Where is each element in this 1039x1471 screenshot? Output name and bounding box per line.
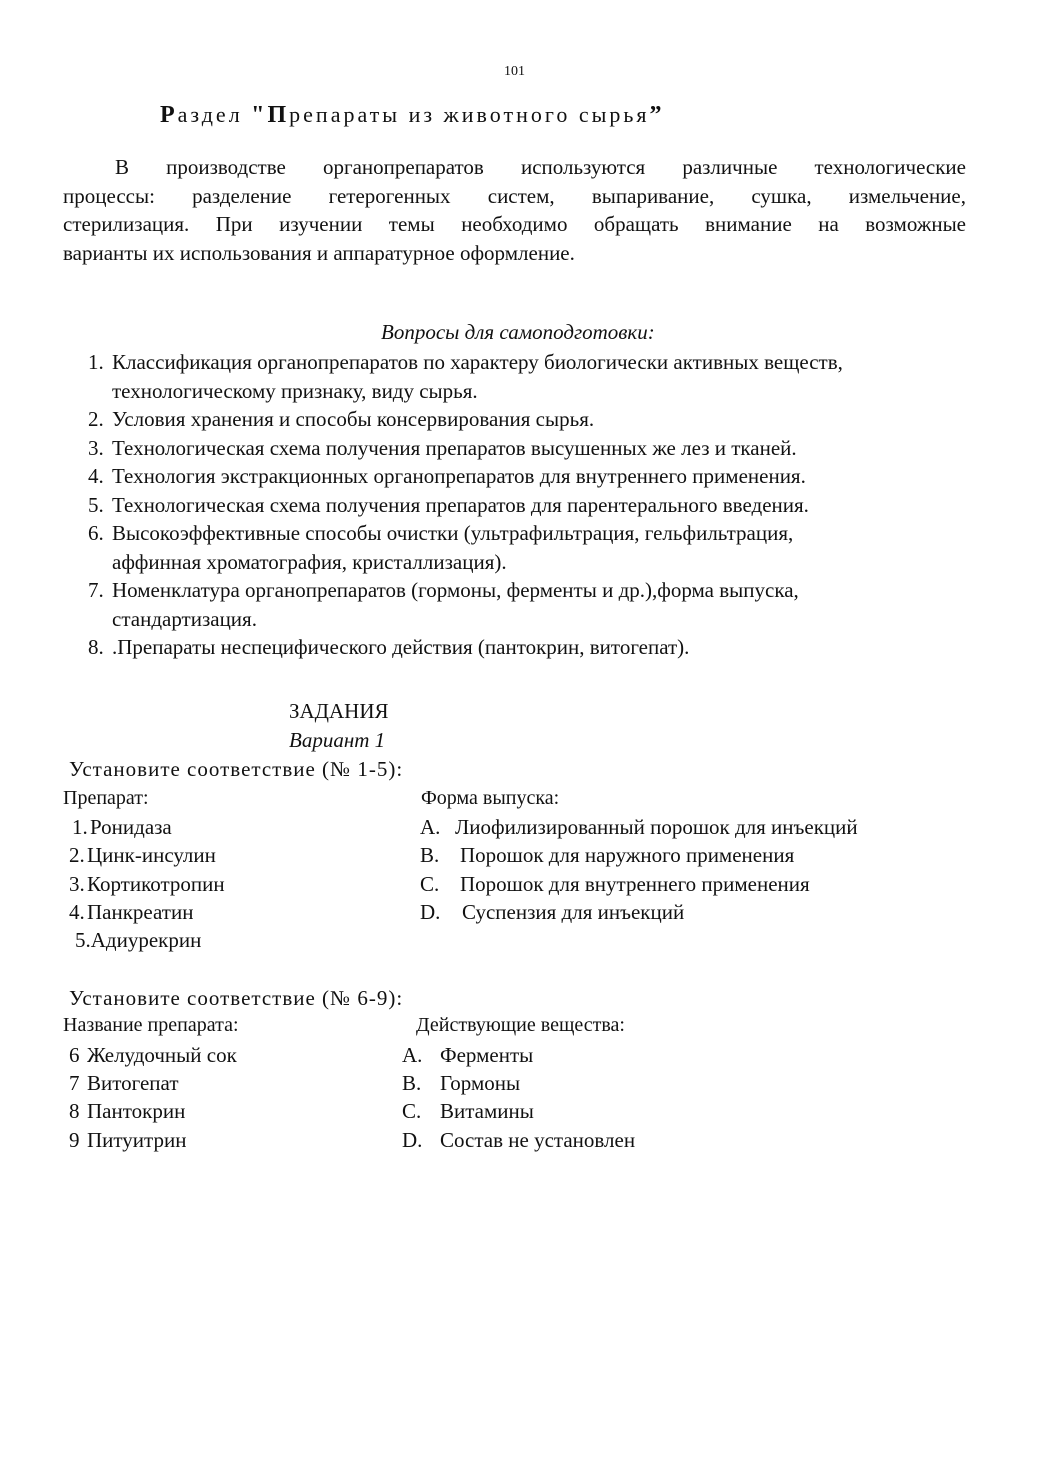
item-number: 7 bbox=[69, 1071, 80, 1095]
item-text: Цинк-инсулин bbox=[87, 843, 216, 867]
question-text: Классификация органопрепаратов по характеру биологически активных веществ, bbox=[112, 350, 843, 374]
question-number: 8. bbox=[88, 635, 104, 659]
page-number: 101 bbox=[504, 64, 525, 79]
match-1-intro: Установите соответствие (№ 1-5): bbox=[69, 757, 404, 781]
question-item bbox=[0, 519, 1039, 576]
item-text: Ферменты bbox=[440, 1043, 534, 1067]
question-text-cont: технологическому признаку, виду сырья. bbox=[112, 378, 478, 403]
item-text: Питуитрин bbox=[87, 1128, 187, 1152]
item-number: 1. bbox=[72, 815, 88, 839]
title-close-quote: ” bbox=[649, 102, 665, 128]
match-1-left-item bbox=[69, 898, 193, 926]
intro-line-3: стерилизация. При изучении темы необходимо обращать внимание на возможные bbox=[63, 212, 966, 236]
questions-list bbox=[0, 348, 1039, 662]
tasks-heading: ЗАДАНИЯ bbox=[289, 699, 389, 723]
title-cap-1: Р bbox=[160, 102, 178, 128]
match-1-left-header: Препарат: bbox=[63, 787, 149, 809]
title-cap-2: "П bbox=[251, 102, 290, 128]
match-2-right-item bbox=[402, 1126, 635, 1154]
question-text: Технологическая схема получения препаратов для парентерального введения. bbox=[112, 492, 809, 517]
match-2-intro: Установите соответствие (№ 6-9): bbox=[69, 986, 404, 1010]
question-item bbox=[0, 348, 1039, 405]
match-1-right-header: Форма выпуска: bbox=[421, 787, 560, 809]
question-text-cont: аффинная хроматография, кристаллизация). bbox=[112, 549, 507, 574]
title-part-1: аздел bbox=[177, 102, 252, 127]
question-number: 6. bbox=[88, 521, 104, 545]
question-item bbox=[0, 405, 1039, 434]
intro-paragraph bbox=[63, 153, 966, 267]
match-2-left-item bbox=[69, 1069, 179, 1097]
item-letter: B. bbox=[402, 1071, 422, 1095]
question-number: 7. bbox=[88, 578, 104, 602]
item-text: Суспензия для инъекций bbox=[462, 900, 685, 924]
questions-heading: Вопросы для самоподготовки: bbox=[381, 320, 655, 344]
question-item bbox=[0, 462, 1039, 491]
question-text: Условия хранения и способы консервирования сырья. bbox=[112, 407, 595, 431]
question-number: 3. bbox=[88, 435, 104, 460]
item-text: Гормоны bbox=[440, 1071, 521, 1095]
item-letter: A. bbox=[420, 815, 441, 839]
match-2-right-item bbox=[402, 1069, 520, 1097]
match-2-left-item bbox=[69, 1097, 185, 1125]
question-text: Высокоэффективные способы очистки (ультрафильтрация, гельфильтрация, bbox=[112, 521, 794, 545]
section-title bbox=[160, 102, 665, 129]
item-number: 4. bbox=[69, 900, 85, 924]
match-2-left-header: Название препарата: bbox=[63, 1014, 239, 1036]
match-1-right-item bbox=[420, 898, 684, 926]
item-text: Состав не установлен bbox=[440, 1128, 636, 1152]
question-item bbox=[0, 434, 1039, 463]
item-text: Желудочный сок bbox=[87, 1043, 237, 1067]
item-number: 5. bbox=[75, 928, 91, 952]
item-number: 9 bbox=[69, 1128, 80, 1152]
intro-line-1: В производстве органопрепаратов используются различные технологические bbox=[115, 155, 966, 179]
item-text: Пантокрин bbox=[87, 1099, 186, 1123]
match-1-right-item bbox=[420, 813, 858, 841]
item-letter: C. bbox=[420, 872, 440, 896]
question-text: .Препараты неспецифического действия (пантокрин, витогепат). bbox=[112, 635, 690, 659]
item-letter: D. bbox=[420, 900, 441, 924]
item-letter: D. bbox=[402, 1128, 423, 1152]
match-2-right-header: Действующие вещества: bbox=[416, 1014, 625, 1036]
question-number: 4. bbox=[88, 464, 104, 488]
item-text: Адиурекрин bbox=[90, 928, 202, 952]
question-text: Номенклатура органопрепаратов (гормоны, ферменты и др.),форма выпуска, bbox=[112, 578, 799, 602]
question-text: Технологическая схема получения препаратов высушенных же лез и тканей. bbox=[112, 435, 797, 460]
item-text: Ронидаза bbox=[90, 815, 172, 839]
match-1-left-item bbox=[69, 870, 225, 898]
item-text: Панкреатин bbox=[87, 900, 194, 924]
item-text: Порошок для наружного применения bbox=[460, 843, 795, 867]
item-text: Кортикотропин bbox=[87, 872, 225, 896]
intro-line-2: процессы: разделение гетерогенных систем, выпаривание, сушка, измельчение, bbox=[63, 183, 966, 208]
question-item bbox=[0, 576, 1039, 633]
match-1-left-item bbox=[75, 926, 201, 954]
intro-line-4: варианты их использования и аппаратурное оформление. bbox=[63, 240, 575, 265]
match-1-right-item bbox=[420, 870, 810, 898]
item-number: 2. bbox=[69, 843, 85, 867]
item-text: Витамины bbox=[440, 1099, 534, 1123]
match-2-right-item bbox=[402, 1041, 533, 1069]
title-part-2: репараты из животного сырья bbox=[289, 102, 650, 127]
variant-label: Вариант 1 bbox=[289, 728, 386, 752]
match-2-left-item bbox=[69, 1126, 186, 1154]
item-text: Лиофилизированный порошок для инъекций bbox=[455, 815, 858, 839]
match-1-left-item bbox=[69, 841, 216, 869]
question-number: 2. bbox=[88, 407, 104, 431]
match-1-right-item bbox=[420, 841, 794, 869]
question-text-cont: стандартизация. bbox=[112, 606, 257, 631]
question-text: Технология экстракционных органопрепаратов для внутреннего применения. bbox=[112, 464, 806, 488]
item-text: Витогепат bbox=[87, 1071, 179, 1095]
question-item bbox=[0, 633, 1039, 662]
item-letter: B. bbox=[420, 843, 440, 867]
question-number: 5. bbox=[88, 492, 104, 517]
item-letter: A. bbox=[402, 1043, 423, 1067]
item-letter: C. bbox=[402, 1099, 422, 1123]
item-number: 3. bbox=[69, 872, 85, 896]
question-number: 1. bbox=[88, 350, 104, 374]
match-2-left-item bbox=[69, 1041, 237, 1069]
match-1-left-item bbox=[72, 813, 172, 841]
question-item bbox=[0, 491, 1039, 520]
item-number: 6 bbox=[69, 1043, 80, 1067]
item-text: Порошок для внутреннего применения bbox=[460, 872, 810, 896]
item-number: 8 bbox=[69, 1099, 80, 1123]
match-2-right-item bbox=[402, 1097, 534, 1125]
